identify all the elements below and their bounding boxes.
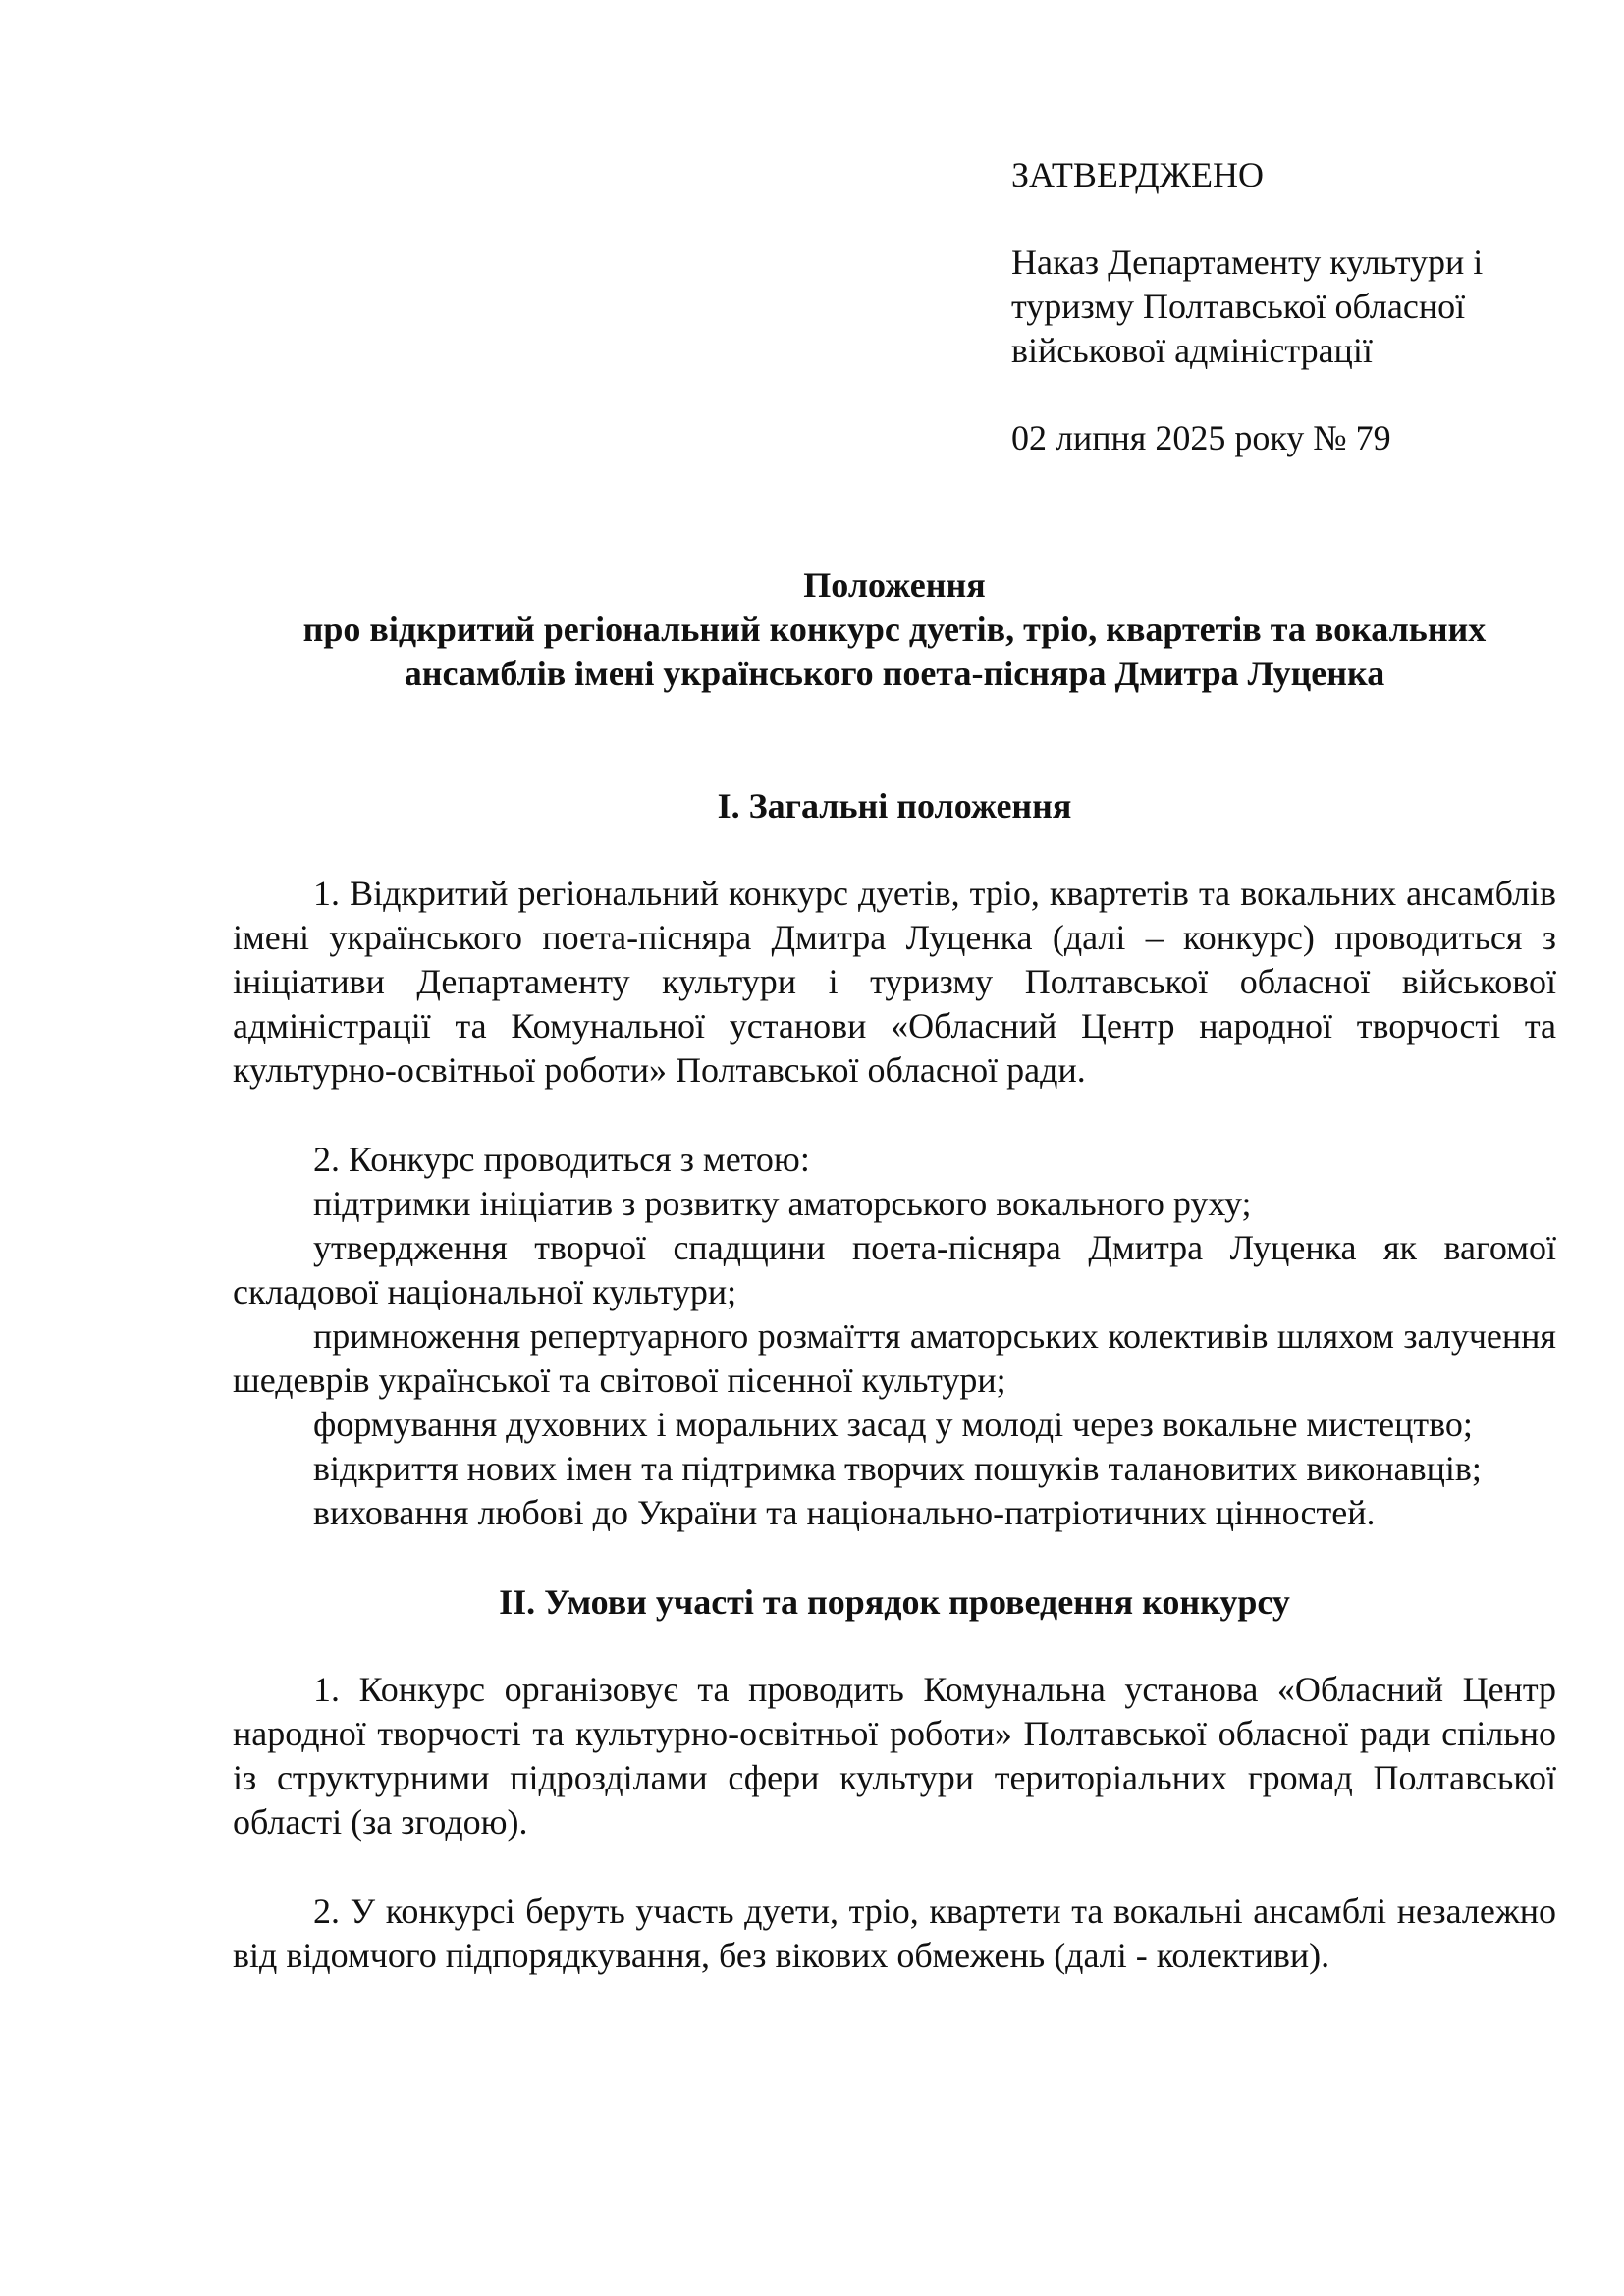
section-heading-general: І. Загальні положення	[717, 786, 1072, 826]
paragraph-intro: 2. Конкурс проводиться з метою:	[313, 1140, 810, 1179]
goal-item: виховання любові до України та національно-патріотичних цінностей.	[313, 1493, 1376, 1532]
approval-stamp-word: ЗАТВЕРДЖЕНО	[1011, 155, 1264, 194]
document-body	[233, 563, 1556, 1978]
goal-item: примноження репертуарного розмаїття аматорських колективів шляхом залучення шедеврів української та світової пісенної культури;	[233, 1316, 1556, 1400]
title-line: Положення	[803, 565, 986, 605]
goal-item: відкриття нових імен та підтримка творчих пошуків талановитих виконавців;	[313, 1449, 1482, 1488]
paragraph: 1. Відкритий регіональний конкурс дуетів, тріо, квартетів та вокальних ансамблів імені українського поета-пісняра Дмитра Луценка (далі – конкурс) проводиться з ініціативи Департаменту культури і туризму Полтавської обласної військової адміністрації та Комунальної установи «Обласний Центр народної творчості та культурно-освітньої роботи» Полтавської обласної ради.	[233, 874, 1556, 1090]
document-title	[233, 563, 1556, 696]
title-line: про відкритий регіональний конкурс дуетів, тріо, квартетів та вокальних	[302, 610, 1487, 649]
section-heading-conditions: ІІ. Умови участі та порядок проведення конкурсу	[499, 1582, 1290, 1622]
approval-order-line: військової адміністрації	[1011, 331, 1373, 370]
paragraph: 2. У конкурсі беруть участь дуети, тріо, квартети та вокальні ансамблі незалежно від відомчого підпорядкування, без вікових обмежень (далі - колективи).	[233, 1892, 1556, 1975]
approval-order-line: туризму Полтавської обласної	[1011, 287, 1466, 326]
title-line: ансамблів імені українського поета-пісняра Дмитра Луценка	[404, 654, 1385, 693]
approval-order-text	[1011, 240, 1561, 373]
goal-item: підтримки ініціатив з розвитку аматорського вокального руху;	[313, 1184, 1252, 1223]
approval-order-line: Наказ Департаменту культури і	[1011, 242, 1484, 282]
paragraph: 1. Конкурс організовує та проводить Комунальна установа «Обласний Центр народної творчості та культурно-освітньої роботи» Полтавської обласної ради спільно із структурними підрозділами сфери культури територіальних громад Полтавської області (за згодою).	[233, 1670, 1556, 1842]
goal-item: утвердження творчої спадщини поета-пісняра Дмитра Луценка як вагомої складової національної культури;	[233, 1228, 1556, 1311]
approval-order-date: 02 липня 2025 року № 79	[1011, 418, 1391, 457]
goal-item: формування духовних і моральних засад у молоді через вокальне мистецтво;	[313, 1405, 1473, 1444]
approval-block	[1011, 153, 1561, 460]
